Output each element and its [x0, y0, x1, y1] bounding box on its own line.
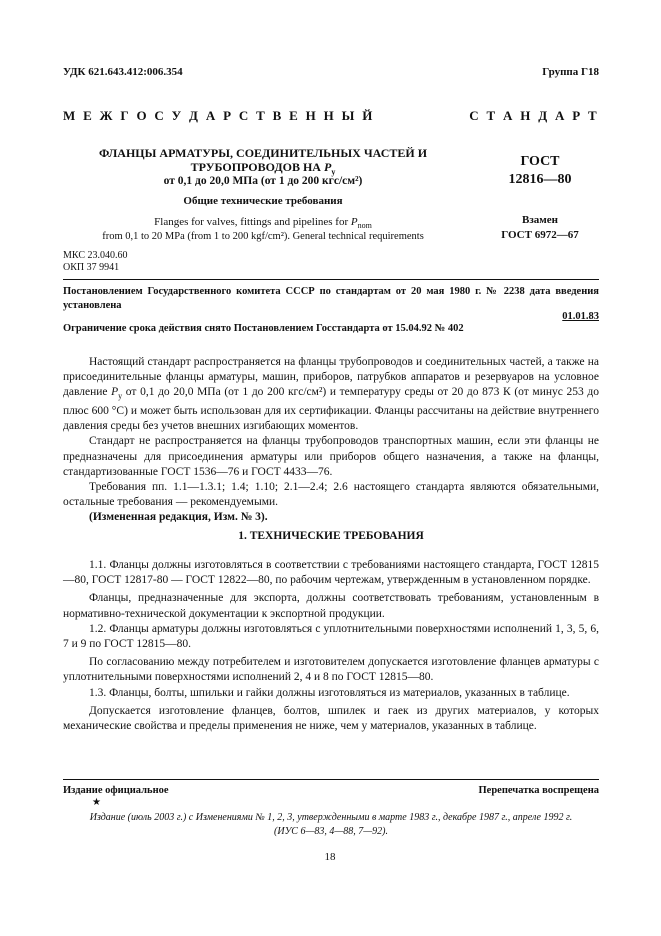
- clause-1-3: 1.3. Фланцы, болты, шпильки и гайки должны изготовляться из материалов, указанных в таблице.: [89, 686, 570, 699]
- edition-line-2: (ИУС 6—83, 4—88, 7—92).: [274, 826, 388, 837]
- divider-top: [63, 279, 599, 280]
- intro-p1-b: от 0,1 до 20,0 МПа (от 1 до 200 кгс/см²) и температуру среды от 20 до 873 К (от минус 253 до плюс 600 °С) и может быть использован для их сертификации. Фланцы рассчитаны на действие внутреннего давления среды без учетов внешних изгибающих моментов.: [63, 386, 599, 433]
- intro-paragraph-3: Требования пп. 1.1—1.3.1; 1.4; 1.10; 2.1—2.4; 2.6 настоящего стандарта являются обязательными, остальные требования — рекомендуемыми.: [63, 480, 599, 509]
- mks-code: МКС 23.040.60: [63, 250, 128, 261]
- decree-text: Постановлением Государственного комитета СССР по стандартам от 20 мая 1980 г. № 2238 дата введения установлена: [63, 286, 599, 311]
- page-number: 18: [324, 851, 336, 863]
- replaces-standard: ГОСТ 6972—67: [501, 229, 579, 241]
- gost-label: ГОСТ: [520, 154, 560, 169]
- amendment-note: (Измененная редакция, Изм. № 3).: [89, 511, 268, 524]
- title-line3: от 0,1 до 20,0 МПа (от 1 до 200 кгс/см²): [163, 175, 363, 187]
- effective-date: 01.01.83: [562, 311, 599, 322]
- edition-line-1: Издание (июль 2003 г.) с Изменениями № 1, 2, 3, утвержденными в марте 1983 г., декабре 1987 г., апреле 1992 г.: [89, 812, 573, 823]
- title-line2-text: ТРУБОПРОВОДОВ НА: [190, 160, 324, 174]
- english-title-line2: from 0,1 to 20 MPa (from 1 to 200 kgf/cm²). General technical requirements: [102, 231, 424, 242]
- pressure-subscript: y: [331, 167, 336, 177]
- english-pressure-symbol: P: [350, 216, 358, 228]
- group-code: Группа Г18: [542, 66, 599, 78]
- english-pressure-subscript: nom: [357, 221, 372, 231]
- intro-p1-a: Настоящий стандарт распространяется на фланцы трубопроводов и соединительных частей, а также на присоединительные фланцы арматуры, машин, приборов, патрубков аппаратов и резервуаров на условное давление: [63, 356, 599, 399]
- clause-1-2-agreement: По согласованию между потребителем и изготовителем допускается изготовление фланцев арматуры с уплотнительными поверхностями исполнений 2, 4 и 8 по ГОСТ 12815—80.: [63, 656, 599, 684]
- divider-bottom: [63, 779, 599, 780]
- official-edition: Издание официальное: [63, 785, 169, 796]
- clause-1-3-alternatives: Допускается изготовление фланцев, болтов, шпилек и гаек из других материалов, у которых механические свойства и пределы применения не ниже, чем у материалов, указанных в таблице.: [63, 704, 599, 733]
- intro-pressure-symbol: P: [111, 386, 119, 399]
- pressure-symbol: P: [323, 160, 332, 174]
- star-mark: ★: [92, 797, 101, 808]
- intro-paragraph-1: [63, 355, 599, 434]
- title-line1: ФЛАНЦЫ АРМАТУРЫ, СОЕДИНИТЕЛЬНЫХ ЧАСТЕЙ И: [98, 146, 428, 160]
- subtitle: Общие технические требования: [183, 195, 343, 207]
- reprint-notice: Перепечатка воспрещена: [478, 785, 599, 796]
- replaces-label: Взамен: [522, 214, 558, 226]
- clause-1-1-export: Фланцы, предназначенные для экспорта, должны соответствовать требованиям, установленным в нормативно-технической документации к экспортной продукции.: [63, 592, 599, 620]
- okp-code: ОКП 37 9941: [63, 262, 120, 273]
- section1-body: [63, 558, 599, 734]
- banner-left: М Е Ж Г О С У Д А Р С Т В Е Н Н Ы Й: [63, 108, 375, 123]
- banner-right: С Т А Н Д А Р Т: [469, 108, 599, 123]
- clause-1-2: 1.2. Фланцы арматуры должны изготовляться с уплотнительными поверхностями исполнений 1, 3, 5, 6, 7 и 9 по ГОСТ 12815—80.: [63, 622, 599, 651]
- limitation-text: Ограничение срока действия снято Постановлением Госстандарта от 15.04.92 № 402: [63, 323, 464, 334]
- udk-code: УДК 621.643.412:006.354: [63, 66, 183, 78]
- intro-section: [63, 355, 599, 526]
- english-title-text: Flanges for valves, fittings and pipelines for: [154, 216, 351, 228]
- gost-number: 12816—80: [508, 172, 572, 187]
- intro-pressure-subscript: y: [118, 391, 123, 401]
- clause-1-1: 1.1. Фланцы должны изготовляться в соответствии с требованиями настоящего стандарта, ГОСТ 12815—80, ГОСТ 12817-80 — ГОСТ 12822—80, по рабочим чертежам, утвержденным в установленном порядке.: [63, 559, 599, 587]
- intro-paragraph-2: Стандарт не распространяется на фланцы трубопроводов транспортных машин, если эти фланцы не предназначены для присоединения арматуры или приборов общего назначения, а также на фланцы, стандартизованные ГОСТ 1536—76 и ГОСТ 4433—76.: [63, 435, 599, 478]
- section-heading: 1. ТЕХНИЧЕСКИЕ ТРЕБОВАНИЯ: [238, 530, 424, 542]
